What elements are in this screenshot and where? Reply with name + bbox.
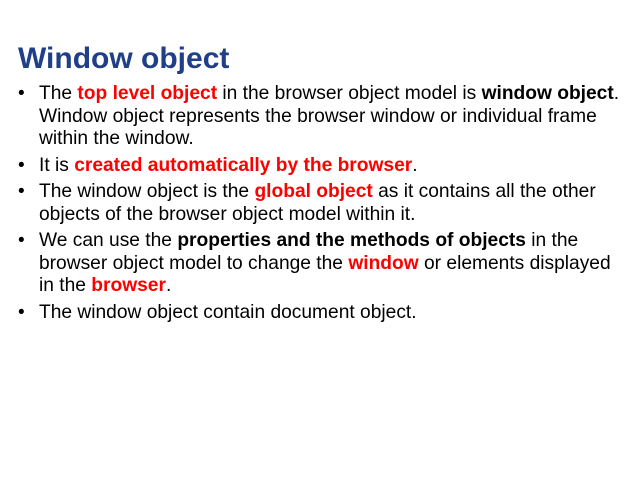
bullet-item xyxy=(18,83,624,151)
text-segment: or elements displayed in the xyxy=(39,252,611,296)
text-segment: as it contains all the other objects of the browser object model within it. xyxy=(39,181,596,225)
highlight-browser: browser xyxy=(91,275,166,296)
bullet-item xyxy=(18,155,624,178)
text-segment: We can use the xyxy=(39,230,178,251)
highlight-top-level-object: top level object xyxy=(77,83,218,104)
text-segment: in the browser object model is xyxy=(217,83,482,104)
bullet-item xyxy=(18,181,624,226)
bullet-icon: • xyxy=(18,301,25,323)
text-segment: The window object is the xyxy=(39,181,255,202)
text-segment: . xyxy=(412,154,418,176)
text-segment: The xyxy=(39,83,78,104)
text-segment: . xyxy=(165,275,172,296)
bullet-text xyxy=(39,181,596,225)
bullet-icon: • xyxy=(18,154,25,176)
emphasis-properties-methods: properties and the methods of objects xyxy=(177,230,526,251)
bullet-item xyxy=(18,230,624,298)
bullet-text xyxy=(39,155,418,176)
bullet-text xyxy=(39,302,417,323)
bullet-icon: • xyxy=(18,181,25,202)
bullet-text xyxy=(39,230,611,296)
text-segment: The window object contain document object. xyxy=(39,301,417,323)
bullet-icon: • xyxy=(18,230,25,251)
bullet-list xyxy=(18,83,624,328)
bullet-text xyxy=(39,83,619,149)
highlight-global-object: global object xyxy=(254,181,373,202)
bullet-icon: • xyxy=(18,83,25,104)
text-segment: It is xyxy=(39,154,75,176)
bullet-item xyxy=(18,302,624,325)
highlight-window: window xyxy=(348,252,419,274)
highlight-created-automatically: created automatically by the browser xyxy=(74,154,413,176)
text-segment: in the browser object model to change the xyxy=(39,230,579,274)
text-segment: . Window object represents the browser window or individual frame within the window. xyxy=(39,83,620,149)
emphasis-window-object: window object xyxy=(481,83,614,104)
slide-title: Window object xyxy=(18,42,230,75)
